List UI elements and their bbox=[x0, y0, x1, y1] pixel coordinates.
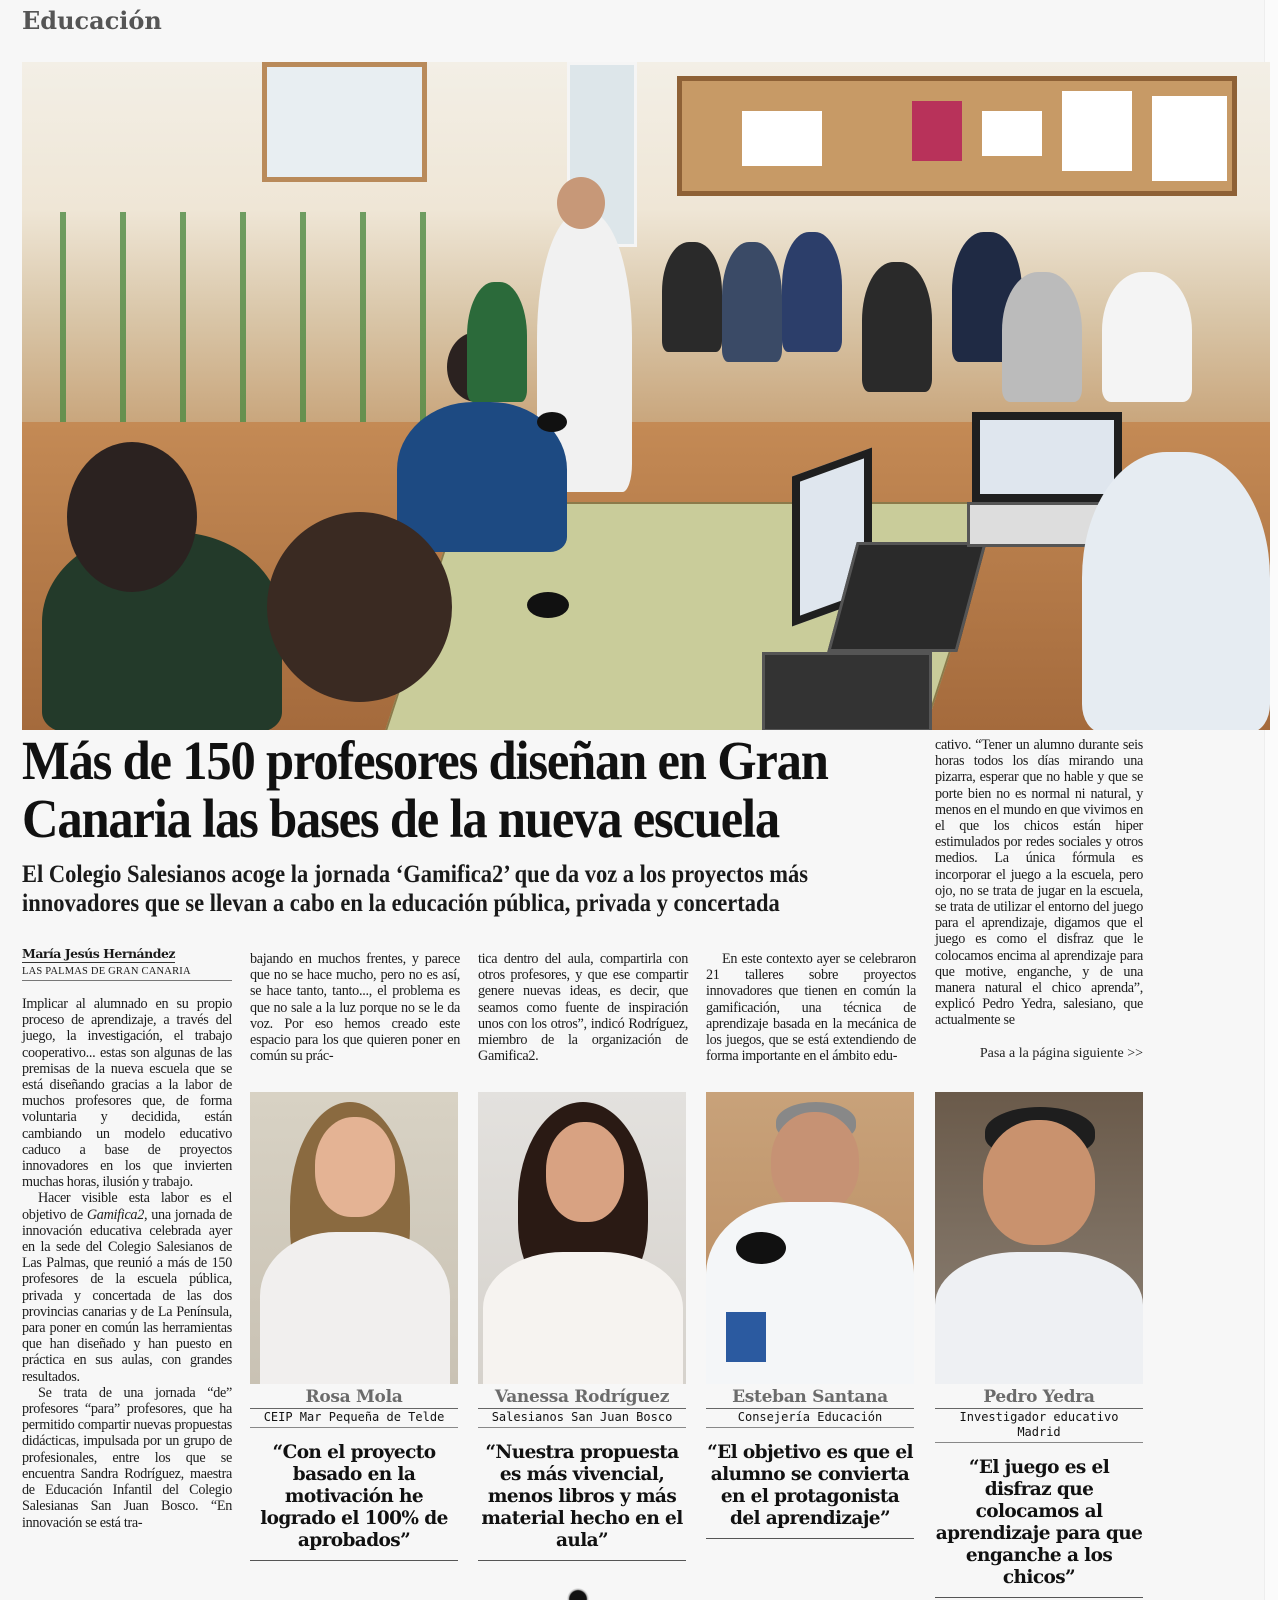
profile-name: Pedro Yedra bbox=[983, 1387, 1095, 1407]
profile-role: CEIP Mar Pequeña de Telde bbox=[250, 1408, 458, 1428]
profile-card-esteban-santana bbox=[706, 1092, 914, 1539]
event-name: Gamifica2 bbox=[86, 1206, 145, 1223]
profile-card-rosa-mola bbox=[250, 1092, 458, 1561]
paragraph: bajando en muchos frentes, y parece que no se hace mucho, pero no es así, se hace tanto, tanto..., el problema es que no sale a la luz porque no se le da voz. Por eso hemos creado este espacio para los que quieren poner en común su prác- bbox=[250, 951, 460, 1065]
profile-card-pedro-yedra bbox=[935, 1092, 1143, 1598]
continue-next-page-link[interactable]: Pasa a la página siguiente >> bbox=[979, 1046, 1143, 1061]
cork-board bbox=[677, 76, 1237, 196]
profile-name: Rosa Mola bbox=[305, 1387, 403, 1407]
profile-role: Investigador educativo Madrid bbox=[935, 1408, 1143, 1443]
body-column-5 bbox=[935, 737, 1143, 1029]
headline bbox=[22, 732, 850, 848]
body-column-1 bbox=[22, 996, 232, 1531]
paragraph: cativo. “Tener un alumno durante seis horas todos los días mirando una pizarra, esperar que no hable y que se porte bien no es normal ni natural, y menos en el mundo en que vivimos en el que los chicos están hiper estimulados por redes sociales y otros medios. La única fórmula es incorporar el juego a la escuela, pero ojo, no se trata de jugar en la escuela, se trata de utilizar el entorno del juego para el aprendizaje, digamos que el juego es como el disfraz que le colocamos encima al aprendizaje para que motive, enganche, y de una manera natural el chico aprenda”, explicó Pedro Yedra, salesiano, que actualmente se bbox=[935, 737, 1143, 1029]
profile-photo bbox=[935, 1092, 1143, 1384]
man-back-of-head bbox=[267, 512, 452, 702]
microphone bbox=[527, 592, 569, 618]
whiteboard bbox=[262, 62, 427, 182]
seated-man-right bbox=[1082, 452, 1270, 730]
profile-quote: “Con el proyecto basado en la motivación he logrado el 100% de aprobados” bbox=[250, 1442, 458, 1561]
byline bbox=[22, 945, 232, 981]
profile-photo bbox=[478, 1092, 686, 1384]
paragraph: Hacer visible esta labor es el objetivo de Gamifica2, una jornada de innovación educativa celebrada ayer en la sede del Colegio Salesianos de Las Palmas, que reunió a más de 150 profesores de la escuela pública, privada y concertada de las dos provincias canarias y de La Península, para poner en común las herramientas que han diseñado y han puesto en práctica en sus aulas, con grandes resultados. bbox=[22, 1190, 232, 1385]
body-column-3 bbox=[478, 951, 688, 1064]
audio-mixer bbox=[762, 652, 932, 730]
subhead-line-2: innovadores que se llevan a cabo en la educación pública, privada y concertada bbox=[22, 890, 780, 917]
dateline-place: LAS PALMAS DE GRAN CANARIA bbox=[22, 963, 232, 981]
paragraph: Implicar al alumnado en su propio proceso de aprendizaje, a través del juego, la investigación, el trabajo cooperativo... estas son algunas de las premisas de la nueva escuela que se está diseñando gracias a la labor de muchos profesores que, de forma voluntaria y decidida, están cambiando un modelo educativo caduco a base de proyectos innovadores en los que invierten muchas horas, ilusión y trabajo. bbox=[22, 996, 232, 1191]
hero-photo bbox=[22, 62, 1270, 730]
subheadline bbox=[22, 860, 904, 918]
headline-line-1: Más de 150 profesores diseñan en Gran bbox=[22, 730, 828, 791]
profile-photo bbox=[250, 1092, 458, 1384]
section-label: Educación bbox=[22, 6, 162, 35]
profile-quote: “El juego es el disfraz que colocamos al aprendizaje para que enganche a los chicos” bbox=[935, 1457, 1143, 1598]
headline-line-2: Canaria las bases de la nueva escuela bbox=[22, 788, 779, 849]
paragraph: Se trata de una jornada “de” profesores “para” profesores, que ha permitido compartir nuevas propuestas didácticas, impulsada por un grupo de profesionales, entre los que se encuentra Sandra Rodríguez, maestra de Educación Infantil del Colegio Salesianas San Juan Bosco. “En innovación se está tra- bbox=[22, 1384, 232, 1531]
publication-logo-icon bbox=[560, 1578, 596, 1600]
profile-role: Salesianos San Juan Bosco bbox=[478, 1408, 686, 1428]
paragraph: En este contexto ayer se celebraron 21 talleres sobre proyectos innovadores que tienen en común la gamificación, una técnica de aprendizaje basada en la mecánica de los juegos, que se está extendiendo de forma importante en el ámbito edu- bbox=[706, 951, 916, 1065]
profile-quote: “El objetivo es que el alumno se convierta en el protagonista del aprendizaje” bbox=[706, 1442, 914, 1539]
profile-name: Vanessa Rodríguez bbox=[494, 1387, 670, 1407]
stacked-chairs bbox=[22, 212, 442, 442]
paragraph: tica dentro del aula, compartirla con otros profesores, y que ese compartir genere nuevas ideas, es decir, que seamos como fuente de inspiración unos con los otros”, indicó Rodríguez, miembro de la organización de Gamifica2. bbox=[478, 951, 688, 1065]
profile-name: Esteban Santana bbox=[732, 1387, 888, 1407]
body-column-4 bbox=[706, 951, 916, 1064]
subhead-line-1: El Colegio Salesianos acoge la jornada ‘Gamifica2’ que da voz a los proyectos más bbox=[22, 861, 809, 888]
body-column-2 bbox=[250, 951, 460, 1064]
author-name: María Jesús Hernández bbox=[22, 946, 176, 961]
profile-photo bbox=[706, 1092, 914, 1384]
profile-quote: “Nuestra propuesta es más vivencial, menos libros y más material hecho en el aula” bbox=[478, 1442, 686, 1561]
laptop-screen-2 bbox=[972, 412, 1122, 502]
profile-card-vanessa-rodriguez bbox=[478, 1092, 686, 1561]
profile-role: Consejería Educación bbox=[706, 1408, 914, 1428]
